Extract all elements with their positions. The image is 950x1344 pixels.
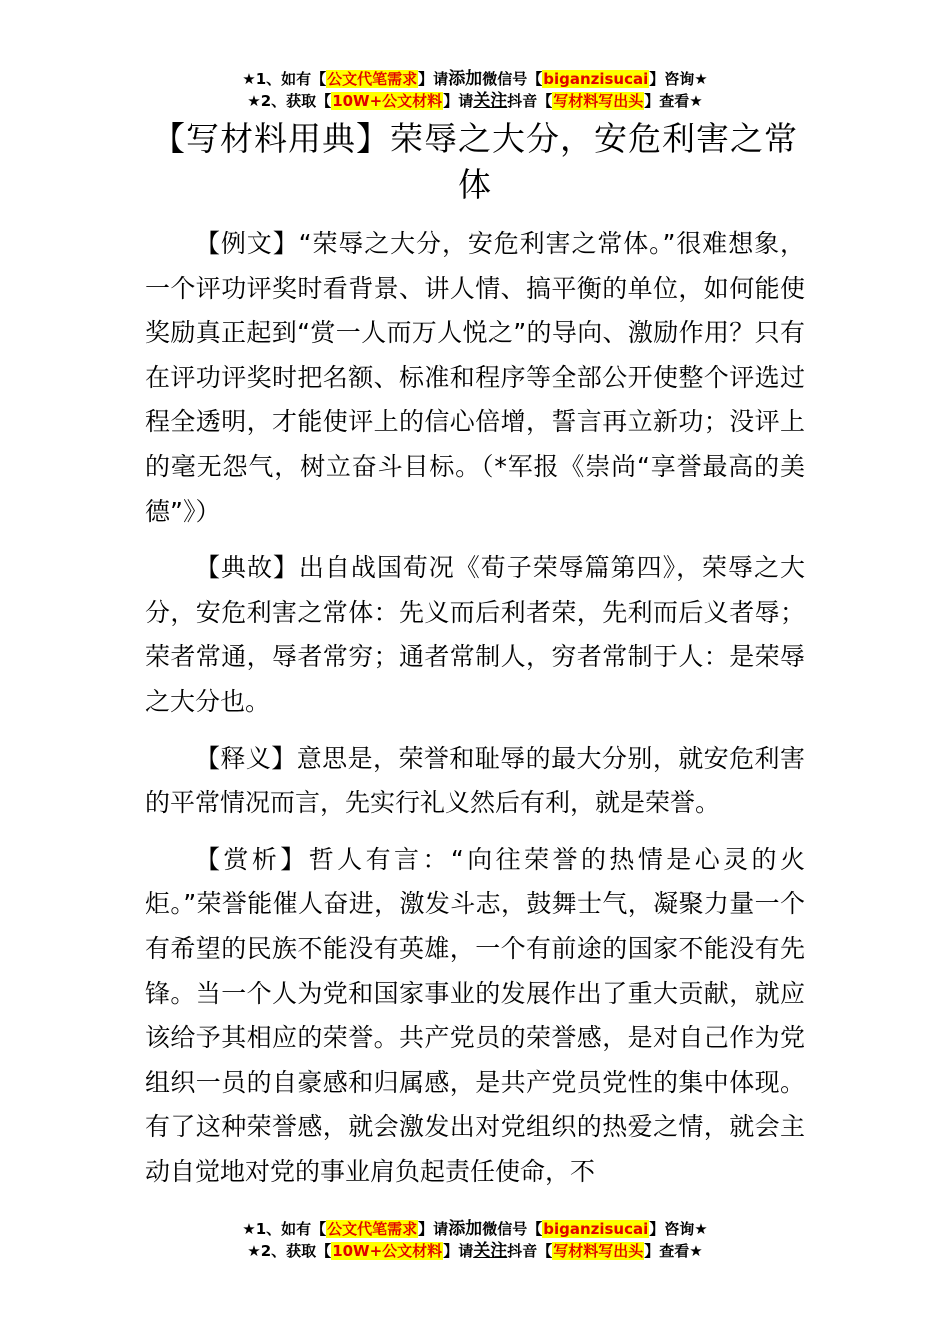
footer-banner — [0, 1218, 950, 1262]
wechat-id-highlight: biganzisucai — [543, 70, 649, 88]
banner-emphasis: 关注 — [473, 1241, 508, 1261]
banner-emphasis: 关注 — [473, 91, 508, 111]
banner-line-2 — [0, 1240, 950, 1262]
banner-text: 】咨询★ — [649, 70, 708, 88]
document-title: 【写材料用典】荣辱之大分，安危利害之常体 — [152, 119, 798, 204]
douyin-account-highlight: 写材料写出头 — [553, 92, 644, 110]
banner-text: 抖音【 — [507, 1242, 553, 1260]
banner-line-1 — [0, 1218, 950, 1240]
banner-line-2 — [0, 90, 950, 112]
banner-emphasis: 添加 — [448, 69, 483, 89]
banner-text: 】请 — [418, 70, 449, 88]
banner-text: 】查看★ — [644, 92, 703, 110]
header-banner — [0, 68, 950, 112]
banner-text: 】咨询★ — [649, 1220, 708, 1238]
document-body — [145, 222, 805, 1206]
banner-text: 】请 — [443, 1242, 474, 1260]
banner-text: ★2、获取【 — [247, 92, 332, 110]
banner-text: ★1、如有【 — [242, 1220, 327, 1238]
materials-highlight: 10W+公文材料 — [332, 1242, 443, 1260]
banner-emphasis: 添加 — [448, 1219, 483, 1239]
douyin-account-highlight: 写材料写出头 — [553, 1242, 644, 1260]
banner-text: 抖音【 — [507, 92, 553, 110]
materials-highlight: 10W+公文材料 — [332, 92, 443, 110]
wechat-id-highlight: biganzisucai — [543, 1220, 649, 1238]
banner-text: 】查看★ — [644, 1242, 703, 1260]
paragraph-allusion: 【典故】出自战国荀况《荀子荣辱篇第四》，荣辱之大分，安危利害之常体：先义而后利者荣，先利而后义者辱；荣者常通，辱者常穷；通者常制人，穷者常制于人：是荣辱之大分也。 — [145, 553, 805, 716]
service-highlight: 公文代笔需求 — [327, 70, 418, 88]
paragraph-meaning: 【释义】意思是，荣誉和耻辱的最大分别，就安危利害的平常情况而言，先实行礼义然后有利，就是荣誉。 — [145, 743, 805, 818]
service-highlight: 公文代笔需求 — [327, 1220, 418, 1238]
banner-text: 微信号【 — [482, 1220, 543, 1238]
banner-text: 微信号【 — [482, 70, 543, 88]
paragraph-appreciation: 【赏析】哲人有言：“向往荣誉的热情是心灵的火炬。”荣誉能催人奋进，激发斗志，鼓舞士气，凝聚力量一个有希望的民族不能没有英雄，一个有前途的国家不能没有先锋。当一个人为党和国家事业的发展作出了重大贡献，就应该给予其相应的荣誉。共产党员的荣誉感，是对自己作为党组织一员的自豪感和归属感，是共产党员党性的集中体现。有了这种荣誉感，就会激发出对党组织的热爱之情，就会主动自觉地对党的事业肩负起责任使命，不 — [145, 844, 805, 1186]
paragraph-example: 【例文】“荣辱之大分，安危利害之常体。”很难想象，一个评功评奖时看背景、讲人情、搞平衡的单位，如何能使奖励真正起到“赏一人而万人悦之”的导向、激励作用？只有在评功评奖时把名额、标准和程序等全部公开使整个评选过程全透明，才能使评上的信心倍增，誓言再立新功；没评上的毫无怨气，树立奋斗目标。（*军报《崇尚“享誉最高的美德”》） — [145, 229, 805, 526]
banner-text: 】请 — [443, 92, 474, 110]
banner-text: ★2、获取【 — [247, 1242, 332, 1260]
banner-text: 】请 — [418, 1220, 449, 1238]
banner-line-1 — [0, 68, 950, 90]
banner-text: ★1、如有【 — [242, 70, 327, 88]
